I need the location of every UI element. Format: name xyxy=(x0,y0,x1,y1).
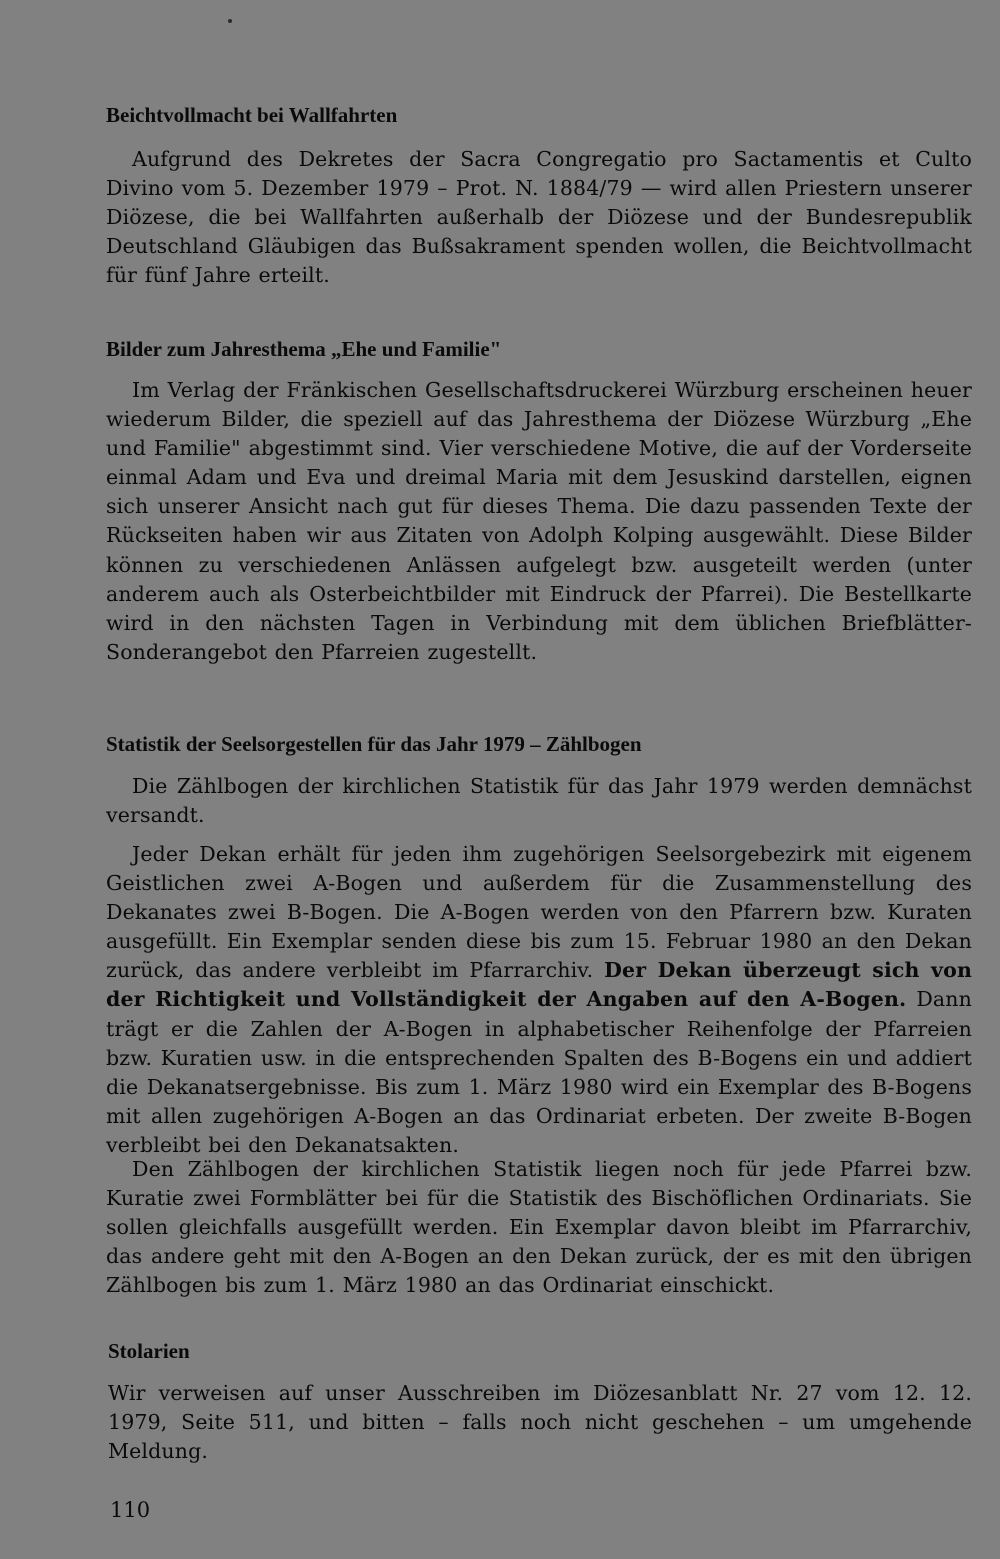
section-heading-statistik: Statistik der Seelsorgestellen für das Jahr 1979 – Zählbogen xyxy=(106,732,642,756)
section-heading-beichtvollmacht: Beichtvollmacht bei Wallfahrten xyxy=(106,103,398,127)
paragraph-text: Dann trägt er die Zahlen der A-Bogen in alphabetischer Reihenfolge der Pfarreien bzw. Kuratien usw. in die entsprechenden Spalten des B-Bogens ein und addiert die Dekanatsergebnisse. Bis zum 1. März 1980 wird ein Exemplar des B-Bogens mit allen zugehörigen A-Bogen an das Ordinariat erbeten. Der zweite B-Bogen verbleibt bei den Dekanatsakten. xyxy=(106,987,972,1157)
scan-speck xyxy=(228,19,232,23)
paragraph-text: Jeder Dekan erhält für jeden ihm zugehörigen Seelsorgebezirk mit eigenem Geistlichen zwei A-Bogen und außerdem für die Zusammenstellung des Dekanates zwei B-Bogen. Die A-Bogen werden von den Pfarrern bzw. Kuraten ausgefüllt. Ein Exemplar senden diese bis zum 15. Februar 1980 an den Dekan zurück, das andere verbleibt im Pfarrarchiv. xyxy=(106,842,972,983)
paragraph-text: Die Zählbogen der kirchlichen Statistik für das Jahr 1979 werden demnächst versandt. xyxy=(106,774,972,828)
paragraph-stolarien xyxy=(108,1379,972,1466)
paragraph-bilder xyxy=(106,376,972,667)
page-number: 110 xyxy=(110,1498,151,1522)
paragraph-statistik-dekan xyxy=(106,840,972,1160)
paragraph-statistik-versand xyxy=(106,772,972,830)
section-heading-stolarien: Stolarien xyxy=(108,1339,190,1363)
paragraph-beichtvollmacht xyxy=(106,145,972,290)
paragraph-emphasis: Der Dekan überzeugt sich von der Richtigkeit und Vollständigkeit der Angaben auf den A-Bogen. xyxy=(106,958,972,1012)
paragraph-text: Wir verweisen auf unser Ausschreiben im Diözesanblatt Nr. 27 vom 12. 12. 1979, Seite 511, und bitten – falls noch nicht geschehen – um umgehende Meldung. xyxy=(108,1381,972,1464)
paragraph-text: Aufgrund des Dekretes der Sacra Congregatio pro Sactamentis et Culto Divino vom 5. Dezember 1979 – Prot. N. 1884/79 — wird allen Priestern unserer Diözese, die bei Wallfahrten außerhalb der Diözese und der Bundesrepublik Deutschland Gläubigen das Bußsakrament spenden wollen, die Beichtvollmacht für fünf Jahre erteilt. xyxy=(106,147,972,288)
paragraph-text: Den Zählbogen der kirchlichen Statistik liegen noch für jede Pfarrei bzw. Kuratie zwei Formblätter bei für die Statistik des Bischöflichen Ordinariats. Sie sollen gleichfalls ausgefüllt werden. Ein Exemplar davon bleibt im Pfarrarchiv, das andere geht mit den A-Bogen an den Dekan zurück, der es mit den übrigen Zählbogen bis zum 1. März 1980 an das Ordinariat einschickt. xyxy=(106,1157,972,1298)
paragraph-text: Im Verlag der Fränkischen Gesellschaftsdruckerei Würzburg erscheinen heuer wiederum Bilder, die speziell auf das Jahresthema der Diözese Würzburg „Ehe und Familie" abgestimmt sind. Vier verschiedene Motive, die auf der Vorderseite einmal Adam und Eva und dreimal Maria mit dem Jesuskind darstellen, eignen sich unserer Ansicht nach gut für dieses Thema. Die dazu passenden Texte der Rückseiten haben wir aus Zitaten von Adolph Kolping ausgewählt. Diese Bilder können zu verschiedenen Anlässen aufgelegt bzw. ausgeteilt werden (unter anderem auch als Osterbeichtbilder mit Eindruck der Pfarrei). Die Bestellkarte wird in den nächsten Tagen in Verbindung mit dem üblichen Briefblätter-Sonderangebot den Pfarreien zugestellt. xyxy=(106,378,972,664)
section-heading-bilder: Bilder zum Jahresthema „Ehe und Familie" xyxy=(106,337,502,361)
paragraph-statistik-formblaetter xyxy=(106,1155,972,1300)
